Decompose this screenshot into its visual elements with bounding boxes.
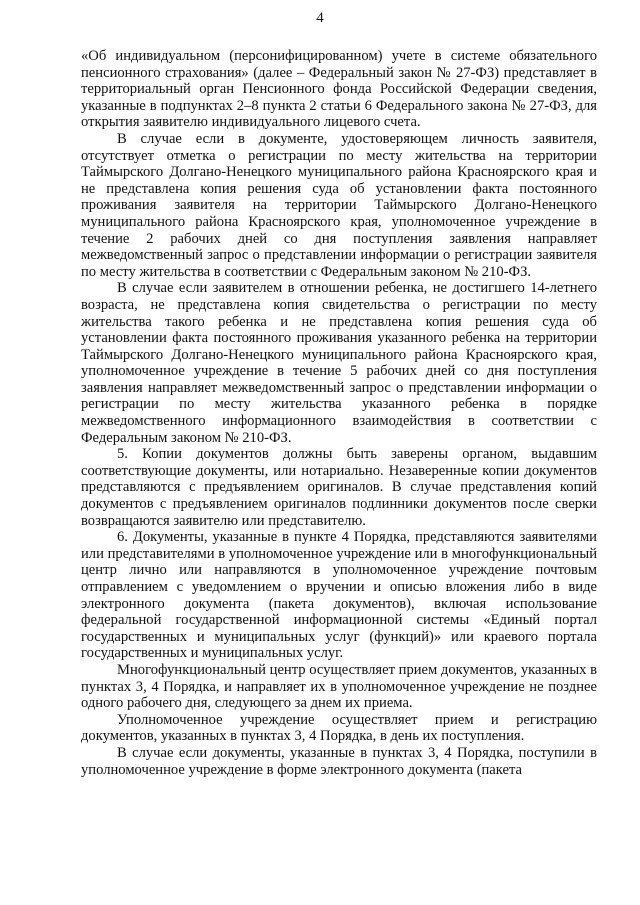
page-number: 4	[316, 10, 324, 26]
paragraph-applicant-registration: В случае если в документе, удостоверяющем личность заявителя, отсутствует отметка о регистрации по месту жительства на территории Таймырского Долгано-Ненецкого муниципального района Красноярского края и не представлена копия решения суда об установлении факта постоянного проживания заявителя на территории Таймырского Долгано-Ненецкого муниципального района Красноярского края, уполномоченное учреждение в течение 2 рабочих дней со дня поступления заявления направляет межведомственный запрос о представлении информации о регистрации заявителя по месту жительства в соответствии с Федеральным законом № 210-ФЗ.	[81, 130, 597, 280]
paragraph-item-5-copies: 5. Копии документов должны быть заверены органом, выдавшим соответствующие документы, или нотариально. Незаверенные копии документов представляются с предъявлением оригиналов. В случае представления копий документов с предъявлением оригиналов подлинники документов после сверки возвращаются заявителю или представителю.	[81, 446, 597, 529]
paragraph-item-6-submission: 6. Документы, указанные в пункте 4 Порядка, представляются заявителями или представителями в уполномоченное учреждение или в многофункциональный центр лично или направляются в уполномоченное учреждение почтовым отправлением с уведомлением о вручении и описью вложения либо в виде электронного документа (пакета документов), включая использование федеральной государственной информационной системы «Единый портал государственных и муниципальных услуг (функций)» или краевого портала государственных и муниципальных услуг.	[81, 529, 597, 662]
paragraph-child-registration: В случае если заявителем в отношении ребенка, не достигшего 14-летнего возраста, не представлена копия свидетельства о регистрации по месту жительства такого ребенка и не представлена копия решения суда об установлении факта постоянного проживания указанного ребенка на территории Таймырского Долгано-Ненецкого муниципального района Красноярского края, уполномоченное учреждение в течение 5 рабочих дней со дня поступления заявления направляет межведомственный запрос о представлении информации о регистрации по месту жительства указанного ребенка в порядке межведомственного информационного взаимодействия в соответствии с Федеральным законом № 210-ФЗ.	[81, 280, 597, 446]
paragraph-law-reference: «Об индивидуальном (персонифицированном) учете в системе обязательного пенсионного страхования» (далее – Федеральный закон № 27-ФЗ) представляет в территориальный орган Пенсионного фонда Российской Федерации сведения, указанные в подпунктах 2–8 пункта 2 статьи 6 Федерального закона № 27-ФЗ, для открытия заявителю индивидуального лицевого счета.	[81, 48, 597, 131]
paragraph-institution-registration: Уполномоченное учреждение осуществляет прием и регистрацию документов, указанных в пунктах 3, 4 Порядка, в день их поступления.	[81, 711, 597, 745]
document-body	[81, 48, 597, 778]
paragraph-electronic-documents: В случае если документы, указанные в пунктах 3, 4 Порядка, поступили в уполномоченное учреждение в форме электронного документа (пакета	[81, 744, 597, 778]
paragraph-mfc-acceptance: Многофункциональный центр осуществляет прием документов, указанных в пунктах 3, 4 Порядка, и направляет их в уполномоченное учреждение не позднее одного рабочего дня, следующего за днем их приема.	[81, 661, 597, 712]
